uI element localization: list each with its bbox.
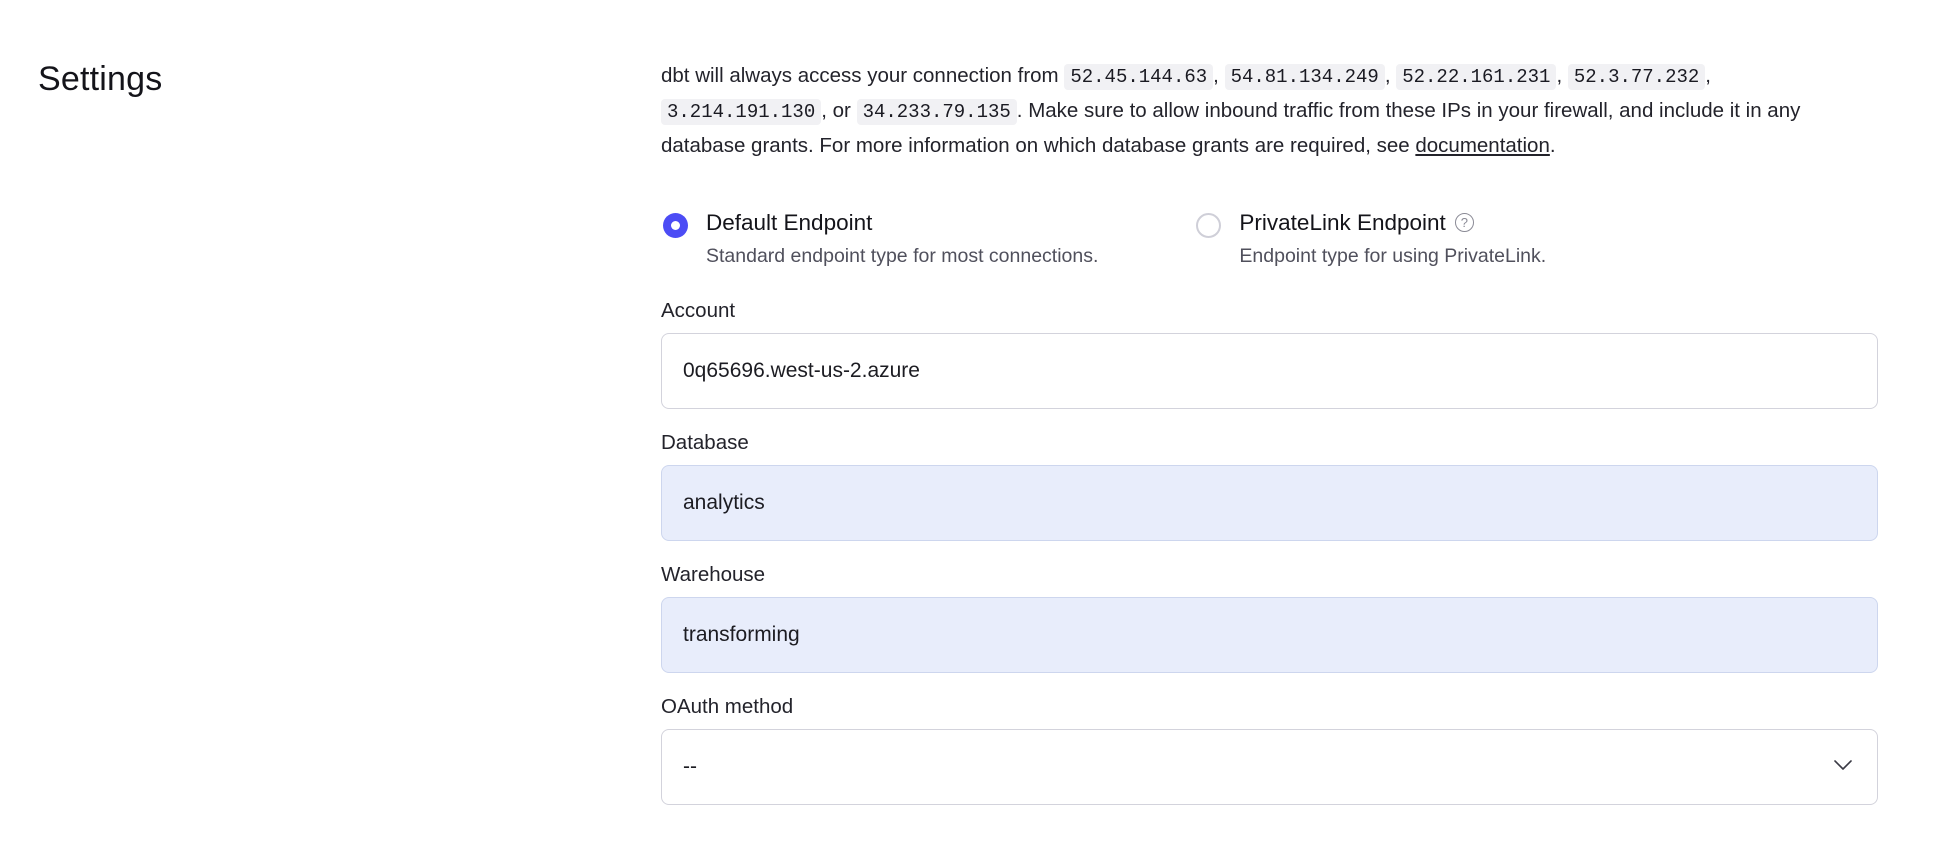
documentation-link[interactable]: documentation: [1415, 133, 1550, 157]
oauth-method-label: OAuth method: [661, 694, 794, 718]
warehouse-input[interactable]: transforming: [661, 597, 1878, 673]
oauth-method-select[interactable]: --: [661, 729, 1878, 805]
help-icon[interactable]: ?: [1455, 213, 1474, 232]
radio-default-endpoint[interactable]: [663, 213, 688, 238]
ip-address-5: 3.214.191.130: [661, 99, 821, 125]
page-title: Settings: [38, 59, 163, 98]
ip-note-suffix: . Make sure to allow inbound traffic from these IPs in your firewall, and include it in any database grants. For more information on which database grants are required, see: [661, 98, 1801, 157]
ip-address-4: 52.3.77.232: [1568, 64, 1705, 90]
settings-content: [661, 38, 1878, 805]
endpoint-privatelink-text: [1239, 209, 1546, 269]
warehouse-label: Warehouse: [661, 562, 766, 586]
field-account: [661, 299, 1878, 409]
ip-note-period: .: [1549, 133, 1556, 157]
ip-address-1: 52.45.144.63: [1064, 64, 1213, 90]
field-oauth-method: [661, 695, 1878, 805]
endpoint-option-privatelink[interactable]: [1196, 209, 1546, 269]
comma-4: ,: [1705, 63, 1711, 87]
endpoint-default-description: Standard endpoint type for most connections.: [706, 244, 1099, 267]
endpoint-default-text: [706, 209, 1098, 269]
database-label: Database: [661, 430, 749, 454]
ip-address-2: 54.81.134.249: [1225, 64, 1385, 90]
ip-address-6: 34.233.79.135: [857, 99, 1017, 125]
endpoint-privatelink-label-text: PrivateLink Endpoint: [1239, 209, 1446, 235]
endpoint-privatelink-description: Endpoint type for using PrivateLink.: [1239, 244, 1547, 267]
database-input[interactable]: analytics: [661, 465, 1878, 541]
ip-note-prefix: dbt will always access your connection from: [661, 63, 1059, 87]
comma-1: ,: [1213, 63, 1219, 87]
endpoint-option-default[interactable]: [663, 209, 1098, 269]
comma-2: ,: [1384, 63, 1391, 87]
ip-address-3: 52.22.161.231: [1396, 64, 1556, 90]
endpoint-default-label: [706, 209, 1098, 237]
endpoint-privatelink-label: [1239, 209, 1546, 237]
endpoint-default-label-text: Default Endpoint: [706, 209, 873, 235]
field-warehouse: [661, 563, 1878, 673]
radio-privatelink-endpoint[interactable]: [1196, 213, 1221, 238]
field-database: [661, 431, 1878, 541]
or-separator: , or: [821, 98, 851, 122]
account-label: Account: [661, 298, 736, 322]
comma-3: ,: [1556, 63, 1563, 87]
endpoint-type-radio-group: [663, 209, 1878, 269]
ip-allowlist-note: [661, 59, 1878, 163]
account-input[interactable]: 0q65696.west-us-2.azure: [661, 333, 1878, 409]
oauth-method-select-wrapper: [661, 729, 1878, 805]
